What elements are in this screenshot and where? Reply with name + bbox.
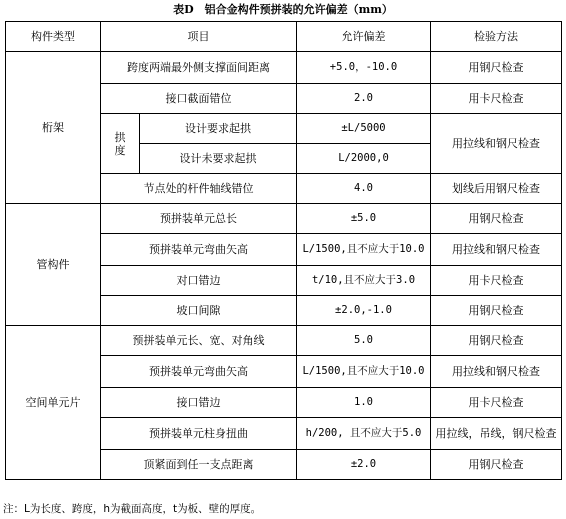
camber-label-text: 拱度 (114, 130, 126, 157)
item-cell: 接口截面错位 (101, 84, 297, 114)
table-row (6, 52, 562, 84)
item-cell: 预拼装单元柱身扭曲 (101, 418, 297, 450)
deviation-cell: L/2000,0 (297, 144, 431, 174)
group-name: 空间单元片 (6, 326, 101, 480)
item-cell: 节点处的杆件轴线错位 (101, 174, 297, 204)
method-cell: 用拉线和钢尺检查 (431, 356, 562, 388)
method-cell: 用钢尺检查 (431, 52, 562, 84)
deviation-cell: +5.0，-10.0 (297, 52, 431, 84)
method-cell: 用卡尺检查 (431, 266, 562, 296)
item-cell: 顶紧面到任一支点距离 (101, 450, 297, 480)
method-cell: 划线后用钢尺检查 (431, 174, 562, 204)
deviation-cell: L/1500,且不应大于10.0 (297, 356, 431, 388)
deviation-cell: ±L/5000 (297, 114, 431, 144)
deviation-cell: 5.0 (297, 326, 431, 356)
table-row (6, 326, 562, 356)
item-cell: 设计未要求起拱 (140, 144, 297, 174)
item-cell: 预拼装单元总长 (101, 204, 297, 234)
item-cell: 坡口间隙 (101, 296, 297, 326)
tolerance-table (5, 21, 562, 480)
header-row (6, 22, 562, 52)
deviation-cell: ±5.0 (297, 204, 431, 234)
item-cell: 对口错边 (101, 266, 297, 296)
method-cell: 用拉线，吊线，钢尺检查 (431, 418, 562, 450)
table-row (6, 204, 562, 234)
deviation-cell: 4.0 (297, 174, 431, 204)
method-cell: 用拉线和钢尺检查 (431, 114, 562, 174)
deviation-cell: 1.0 (297, 388, 431, 418)
header-item: 项目 (101, 22, 297, 52)
deviation-cell: ±2.0,-1.0 (297, 296, 431, 326)
item-cell: 预拼装单元长、宽、对角线 (101, 326, 297, 356)
item-cell: 预拼装单元弯曲矢高 (101, 234, 297, 266)
deviation-cell: h/200, 且不应大于5.0 (297, 418, 431, 450)
header-type: 构件类型 (6, 22, 101, 52)
deviation-cell: ±2.0 (297, 450, 431, 480)
header-deviation: 允许偏差 (297, 22, 431, 52)
camber-label (101, 114, 140, 174)
header-method: 检验方法 (431, 22, 562, 52)
method-cell: 用卡尺检查 (431, 388, 562, 418)
item-cell: 预拼装单元弯曲矢高 (101, 356, 297, 388)
item-cell: 设计要求起拱 (140, 114, 297, 144)
table-title: 表D 铝合金构件预拼装的允许偏差（mm） (173, 3, 393, 16)
deviation-cell: 2.0 (297, 84, 431, 114)
item-cell: 接口错边 (101, 388, 297, 418)
method-cell: 用钢尺检查 (431, 204, 562, 234)
deviation-cell: t/10,且不应大于3.0 (297, 266, 431, 296)
method-cell: 用钢尺检查 (431, 296, 562, 326)
item-cell: 跨度两端最外侧支撑面间距离 (101, 52, 297, 84)
deviation-cell: L/1500,且不应大于10.0 (297, 234, 431, 266)
method-cell: 用钢尺检查 (431, 326, 562, 356)
group-name: 管构件 (6, 204, 101, 326)
method-cell: 用钢尺检查 (431, 450, 562, 480)
table-note: 注：L为长度、跨度，h为截面高度，t为板、壁的厚度。 (3, 503, 262, 515)
method-cell: 用卡尺检查 (431, 84, 562, 114)
method-cell: 用拉线和钢尺检查 (431, 234, 562, 266)
group-name: 桁架 (6, 52, 101, 204)
